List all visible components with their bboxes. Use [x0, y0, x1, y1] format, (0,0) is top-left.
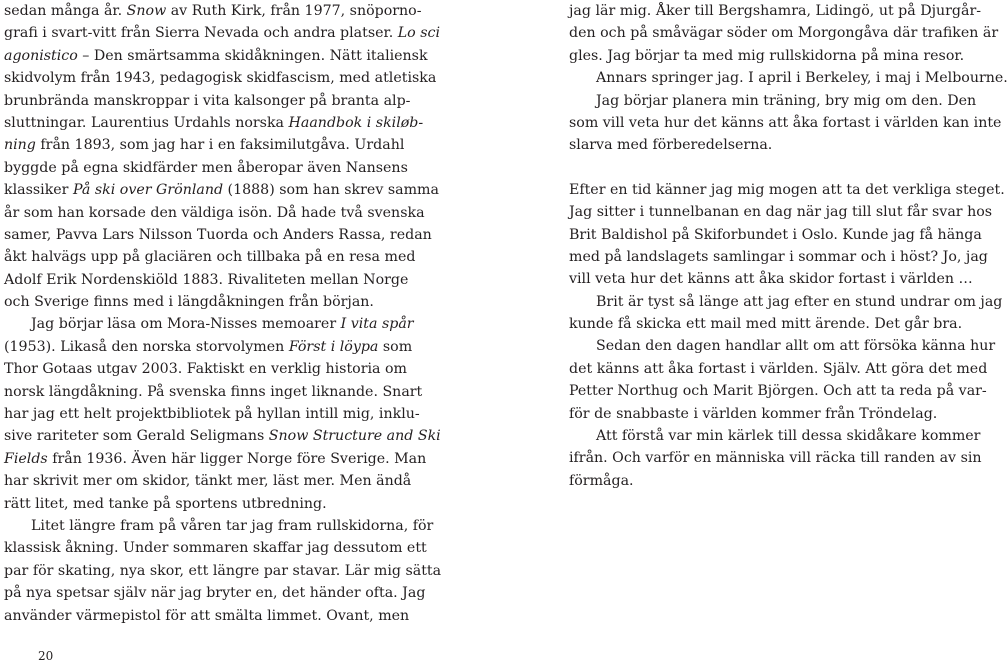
text-line	[4, 358, 407, 380]
text-line	[4, 67, 437, 89]
text-run: brunbrända manskroppar i vita kalsonger på branta alp-	[4, 92, 411, 109]
text-line	[4, 246, 416, 268]
text-line	[4, 425, 441, 447]
text-run: som vill veta hur det känns att åka fortast i världen kan inte	[569, 114, 1002, 131]
text-line	[569, 425, 981, 447]
text-run: klassiker	[4, 182, 73, 199]
text-run: Litet längre fram på våren tar jag fram rullskidorna, för	[31, 517, 434, 534]
text-line	[569, 179, 1005, 201]
text-line	[569, 246, 988, 268]
text-run: med på landslagets samlingar i sommar och i höst? Jo, jag	[569, 248, 988, 265]
text-run: Annars springer jag. I april i Berkeley, i maj i Melbourne.	[596, 70, 1008, 87]
text-run: par för skating, nya skor, ett längre par stavar. Lär mig sätta	[4, 562, 442, 579]
text-line	[569, 45, 965, 67]
text-run: sedan många år.	[4, 3, 127, 19]
text-run: Brit Baldishol på Skiforbundet i Oslo. Kunde jag få hänga	[569, 226, 982, 243]
italic-title-text: agonistico	[4, 47, 78, 64]
text-run: som	[378, 338, 413, 355]
italic-title-text: På ski over Grönland	[72, 182, 224, 199]
text-run: Thor Gotaas utgav 2003. Faktiskt en verklig historia om	[4, 361, 407, 378]
text-run: från 1936. Även här ligger Norge före Sverige. Man	[47, 450, 427, 467]
text-line	[569, 90, 977, 112]
text-run: Adolf Erik Nordenskiöld 1883. Rivaliteten mellan Norge	[4, 271, 409, 288]
text-line	[569, 335, 996, 357]
text-run: kunde få skicka ett mail med mitt ärende. Det går bra.	[569, 316, 963, 333]
text-line	[4, 90, 411, 112]
text-run: Jag börjar planera min träning, bry mig om den. Den	[596, 92, 977, 109]
text-run: sluttningar. Laurentius Urdahls norska	[4, 114, 289, 131]
text-line	[4, 45, 428, 67]
text-line	[4, 336, 413, 358]
text-line	[4, 515, 434, 537]
left-text-column	[4, 0, 442, 627]
text-line	[569, 313, 961, 335]
italic-title-text: Fields	[4, 450, 48, 467]
text-line	[569, 134, 961, 156]
text-line	[569, 447, 982, 469]
text-run: Jag sitter i tunnelbanan en dag när jag till slut får svar hos	[569, 204, 993, 221]
text-run: av Ruth Kirk, från 1977, snöporno-	[166, 3, 422, 19]
text-run: använder värmepistol för att smälta limmet. Ovant, men	[4, 607, 410, 624]
text-line	[4, 582, 426, 604]
text-run: åkt halvägs upp på glaciären och tillbaka på en resa med	[4, 249, 416, 266]
text-line	[4, 605, 410, 627]
text-line	[569, 224, 982, 246]
text-run: har jag ett helt projektbibliotek på hyllan intill mig, inklu-	[4, 406, 420, 423]
text-run: norsk längdåkning. På svenska finns inget liknande. Snart	[4, 383, 423, 400]
text-line	[4, 22, 441, 44]
text-run: slarva med förberedelserna.	[569, 137, 773, 154]
text-run: har skrivit mer om skidor, tänkt mer, läst mer. Men ändå	[4, 473, 412, 490]
text-run: jag lär mig. Åker till Bergshamra, Lidingö, ut på Djurgår-	[569, 3, 982, 19]
text-line	[4, 493, 392, 515]
italic-title-text: ning	[4, 137, 36, 154]
italic-title-text: I vita spår	[340, 316, 414, 333]
text-run: ifrån. Och varför en människa vill räcka till randen av sin	[569, 450, 982, 467]
text-run: skidvolym från 1943, pedagogisk skidfascism, med atletiska	[4, 70, 437, 87]
text-run: på nya spetsar själv när jag bryter en, det händer ofta. Jag	[4, 585, 426, 602]
text-run: Petter Northug och Marit Björgen. Och att ta reda på var-	[569, 383, 987, 400]
text-line	[569, 380, 987, 402]
text-run: samer, Pavva Lars Nilsson Tuorda och Anders Rassa, redan	[4, 226, 432, 243]
page-number: 20	[38, 649, 54, 663]
text-line	[4, 381, 423, 403]
text-line	[569, 112, 1002, 134]
text-run: klassisk åkning. Under sommaren skaffar jag dessutom ett	[4, 540, 427, 557]
text-run: Att förstå var min kärlek till dessa skidåkare kommer	[596, 428, 981, 445]
text-run: den och på småvägar söder om Morgongåva där trafiken är	[569, 25, 999, 42]
text-run: för de snabbaste i världen kommer från Tröndelag.	[569, 405, 938, 422]
text-run: det känns att åka fortast i världen. Själv. Att göra det med	[569, 360, 988, 377]
text-line	[4, 313, 414, 335]
italic-title-text: Haandbok i skiløb-	[288, 114, 424, 131]
text-line	[569, 0, 982, 22]
text-line	[4, 112, 424, 134]
italic-title-text: Först i löypa	[288, 338, 379, 355]
text-run: år som han korsade den väldiga isön. Då hade två svenska	[4, 204, 425, 221]
text-line	[569, 201, 993, 223]
text-run: byggde på egna skidfärder men åberopar även Nansens	[4, 159, 408, 176]
text-run: rätt litet, med tanke på sportens utbredning.	[4, 495, 327, 512]
text-line	[4, 0, 422, 22]
text-line	[569, 22, 999, 44]
text-line	[4, 560, 442, 582]
text-run: från 1893, som jag har i en faksimilutgåva. Urdahl	[35, 137, 405, 154]
text-run: och Sverige finns med i längdåkningen från början.	[4, 294, 374, 311]
text-run: (1953). Likaså den norska storvolymen	[4, 338, 289, 355]
text-line	[4, 202, 425, 224]
text-run: – Den smärtsamma skidåkningen. Nätt italiensk	[77, 47, 428, 64]
text-line	[4, 134, 405, 156]
text-run: förmåga.	[569, 472, 634, 489]
text-run: grafi i svart-vitt från Sierra Nevada och andra platser.	[4, 25, 398, 42]
italic-title-text: Snow Structure and Ski	[268, 428, 441, 445]
text-line	[569, 403, 961, 425]
text-line	[569, 470, 961, 492]
text-line	[4, 269, 409, 291]
text-run: Brit är tyst så länge att jag efter en stund undrar om jag	[596, 293, 1003, 310]
paragraph-gap	[569, 157, 961, 179]
text-line	[4, 224, 432, 246]
text-run: Efter en tid känner jag mig mogen att ta det verkliga steget.	[569, 181, 1005, 198]
text-line	[569, 67, 1008, 89]
text-line	[4, 403, 420, 425]
italic-title-text: Lo sci	[397, 25, 441, 42]
text-run: Jag börjar läsa om Mora-Nisses memoarer	[31, 316, 341, 333]
text-line	[4, 470, 412, 492]
text-line	[4, 179, 439, 201]
text-line	[4, 157, 408, 179]
text-run: gles. Jag börjar ta med mig rullskidorna på mina resor.	[569, 47, 965, 64]
text-run: sive rariteter som Gerald Seligmans	[4, 428, 269, 445]
italic-title-text: Snow	[126, 3, 167, 19]
text-line	[569, 358, 988, 380]
text-run: (1888) som han skrev samma	[223, 182, 439, 199]
right-text-column	[569, 0, 1008, 492]
text-line	[569, 268, 973, 290]
text-line	[4, 537, 427, 559]
text-line	[569, 291, 1003, 313]
text-run: vill veta hur det känns att åka skidor fortast i världen …	[569, 271, 973, 288]
text-run: Sedan den dagen handlar allt om att försöka känna hur	[596, 338, 996, 355]
text-line	[4, 291, 392, 313]
text-line	[4, 448, 427, 470]
